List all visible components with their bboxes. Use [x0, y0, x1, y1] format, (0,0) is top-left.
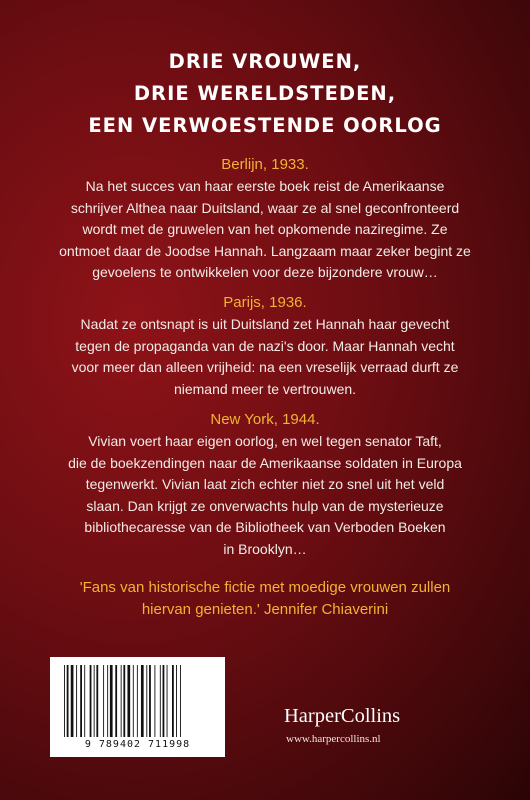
publisher-logo: HarperCollins: [284, 705, 401, 727]
text-line: Vivian voert haar eigen oorlog, en wel tegen senator Taft,: [88, 433, 442, 449]
barcode-bar: [67, 665, 69, 737]
barcode-bar: [90, 665, 92, 737]
text-line: slaan. Dan krijgt ze onverwachts hulp van de mysterieuze: [86, 497, 444, 514]
review-quote: [20, 577, 510, 621]
text-line: Nadat ze ontsnapt is uit Duitsland zet Hannah haar gevecht: [80, 316, 450, 332]
text-line: tegenwerkt. Vivian laat zich echter niet zo snel uit het veld: [85, 476, 445, 492]
headline-line-2: DRIE WERELDSTEDEN,: [133, 82, 397, 105]
barcode-bar: [103, 665, 104, 737]
isbn-number: 9 789402 711998: [84, 739, 191, 750]
barcode-bar: [133, 665, 134, 737]
publisher-url: www.harpercollins.nl: [286, 733, 381, 745]
barcode-bar: [71, 665, 74, 737]
section-place: Berlijn, 1933.: [221, 156, 309, 173]
barcode-bar: [160, 665, 161, 737]
barcode-bar: [110, 665, 113, 737]
headline-line-3: EEN VERWOESTENDE OORLOG: [88, 114, 442, 137]
text-line: ontmoet daar de Joodse Hannah. Langzaam maar zeker begint ze: [59, 242, 471, 259]
quote-line: 'Fans van historische fictie met moedige vrouwen zullen: [79, 579, 451, 596]
barcode-bar: [149, 665, 151, 737]
barcode-bar: [172, 665, 174, 737]
text-line: gevoelens te ontwikkelen voor deze bijzondere vrouw…: [92, 264, 438, 280]
barcode-bar: [141, 665, 144, 737]
barcode-bar: [115, 665, 117, 737]
barcode-bar: [64, 665, 65, 737]
section-place: Parijs, 1936.: [223, 294, 307, 311]
text-line: niemand meer te vertrouwen.: [173, 380, 357, 397]
text-line: wordt met de gruwelen van het opkomende naziregime. Ze: [82, 221, 448, 237]
barcode-bar: [163, 665, 165, 737]
barcode-bar: [123, 665, 125, 737]
barcode-bar: [94, 665, 95, 737]
text-line: in Brooklyn…: [223, 540, 307, 557]
barcode-bar: [167, 665, 168, 737]
barcode-bar: [137, 665, 138, 737]
isbn-barcode: [50, 657, 225, 757]
barcode-bar: [180, 665, 181, 737]
section-paris: [38, 292, 492, 400]
barcode-bar: [127, 665, 130, 737]
text-line: bibliothecaresse van de Bibliotheek van Verboden Boeken: [84, 519, 446, 535]
text-line: schrijver Althea naar Duitsland, waar ze al snel geconfronteerd: [70, 199, 460, 216]
section-place: New York, 1944.: [210, 411, 320, 428]
barcode-bar: [80, 665, 82, 737]
text-line: die de boekzendingen naar de Amerikaanse soldaten in Europa: [68, 454, 462, 471]
section-text: [38, 314, 492, 400]
section-new-york: [38, 409, 492, 560]
barcode-bar: [121, 665, 122, 737]
barcode-bar: [107, 665, 108, 737]
section-text: [38, 176, 492, 284]
barcode-bar: [176, 665, 177, 737]
headline: [0, 46, 530, 142]
barcode-bar: [76, 665, 77, 737]
barcode-bar: [84, 665, 85, 737]
barcode-bar: [146, 665, 147, 737]
section-text: [38, 431, 492, 560]
text-line: Na het succes van haar eerste boek reist de Amerikaanse: [85, 178, 445, 194]
headline-line-1: DRIE VROUWEN,: [168, 50, 362, 73]
text-line: voor meer dan alleen vrijheid: na een vreselijk verraad durft ze: [71, 359, 459, 375]
section-berlin: [38, 154, 492, 284]
text-line: tegen de propaganda van de nazi's door. Maar Hannah vecht: [75, 337, 455, 354]
barcode-bar: [154, 665, 155, 737]
barcode-bar: [96, 665, 98, 737]
barcode-bars: [64, 665, 214, 737]
quote-line: hiervan genieten.' Jennifer Chiaverini: [141, 601, 389, 618]
